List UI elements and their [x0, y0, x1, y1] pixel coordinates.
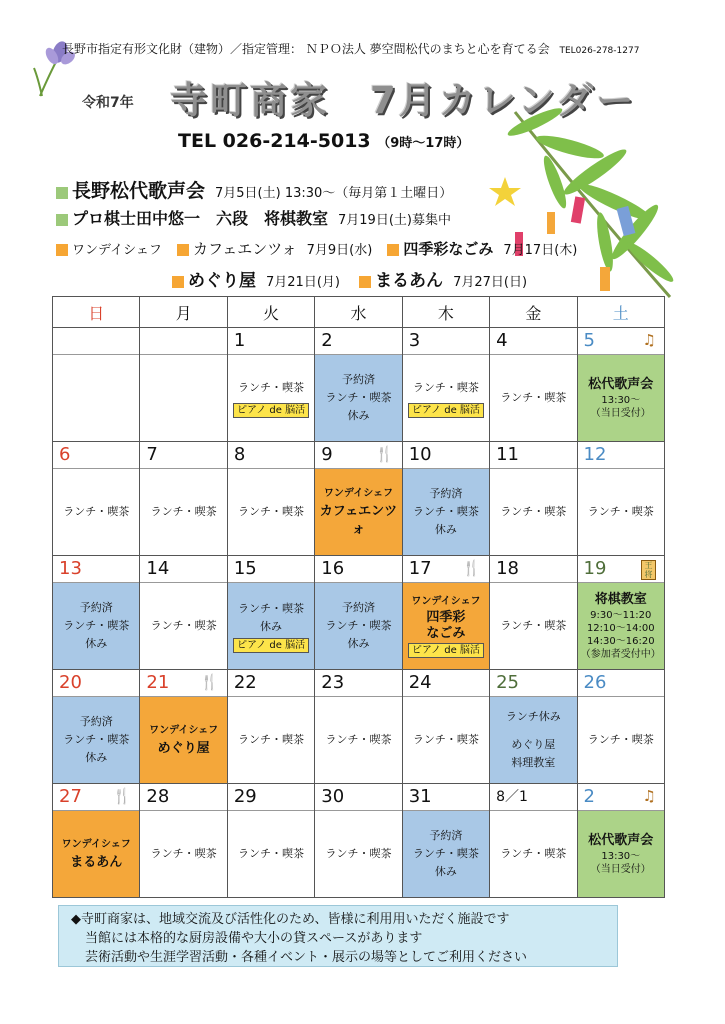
- event-oneday-row2: [172, 266, 527, 291]
- orange-bullet: [177, 244, 189, 256]
- weekday-mon: 月: [140, 297, 227, 328]
- day-number: 2: [315, 328, 401, 355]
- day-number: 20: [53, 670, 139, 697]
- kayo-label: 松代歌声会: [588, 377, 654, 392]
- day-number: 4: [490, 328, 576, 355]
- lunch-label: ランチ・喫茶: [238, 733, 305, 746]
- day-number: 17: [408, 558, 432, 579]
- fork-knife-icon: 🍴: [375, 445, 394, 463]
- calendar-week: [53, 670, 665, 784]
- lunch-label: ランチ・喫茶: [412, 733, 479, 746]
- phone-number: TEL 026-214-5013: [178, 130, 371, 152]
- day-number: 18: [490, 556, 576, 583]
- day-number: 29: [228, 784, 314, 811]
- lunch-label: ランチ・喫茶: [238, 380, 305, 394]
- day-cell: [490, 670, 577, 784]
- day-cell: [577, 670, 664, 784]
- kayo-time: 13:30～: [601, 851, 641, 862]
- day-cell: [315, 556, 402, 670]
- weekday-thu: 木: [402, 297, 489, 328]
- event-maruan-date: 7月27日(日): [453, 275, 528, 290]
- shogi-time: 9:30～11:20: [590, 610, 652, 621]
- lunch-label: ランチ・喫茶: [500, 619, 567, 632]
- orange-bullet: [56, 244, 68, 256]
- calendar-week: [53, 556, 665, 670]
- closed-label: 休み: [434, 865, 457, 878]
- day-number: 28: [140, 784, 226, 811]
- day-number: 11: [490, 442, 576, 469]
- event-meguri-date: 7月21日(月): [266, 275, 340, 290]
- event-kayo-date: 7月5日(土) 13:30～（毎月第１土曜日）: [215, 186, 453, 201]
- day-cell: [140, 784, 227, 898]
- lunch-label: ランチ・喫茶: [325, 847, 392, 860]
- closed-label: 休み: [347, 637, 370, 650]
- day-number: 12: [578, 442, 664, 469]
- lunch-label: ランチ・喫茶: [238, 847, 305, 860]
- closed-label: 休み: [434, 523, 457, 536]
- day-cell: [53, 784, 140, 898]
- day-cell: [402, 670, 489, 784]
- event-kayo: [56, 176, 452, 203]
- orange-bullet: [387, 244, 399, 256]
- weekday-fri: 金: [490, 297, 577, 328]
- cooking-class-label: 料理教室: [511, 756, 556, 769]
- orange-bullet: [172, 276, 184, 288]
- day-number: 23: [315, 670, 401, 697]
- green-bullet: [56, 214, 68, 226]
- day-number: 8: [228, 442, 314, 469]
- day-cell: [140, 556, 227, 670]
- day-cell: [140, 670, 227, 784]
- oneday-chef-label: ワンデイシェフ: [323, 488, 394, 499]
- lunch-label: ランチ・喫茶: [500, 505, 567, 518]
- lunch-label: ランチ・喫茶: [325, 733, 392, 746]
- kayo-time: 13:30～: [601, 395, 641, 406]
- notice-line: 芸術活動や生涯学習活動・各種イベント・展示の場等としてご利用ください: [85, 950, 528, 965]
- weekday-tue: 火: [227, 297, 314, 328]
- fork-knife-icon: 🍴: [462, 559, 482, 577]
- orange-bullet: [359, 276, 371, 288]
- day-cell-empty: [140, 328, 227, 442]
- fork-knife-icon: 🍴: [200, 673, 219, 691]
- day-cell: [53, 442, 140, 556]
- piano-badge: ピアノ de 脳活: [408, 643, 484, 658]
- guitar-icon: ♫: [642, 787, 656, 805]
- page-title: 寺町商家 7月カレンダー: [170, 79, 637, 122]
- shogi-piece-icon: 王将: [641, 560, 656, 580]
- event-oneday-row1: [56, 238, 577, 259]
- calendar-week: [53, 328, 665, 442]
- event-kayo-name: 長野松代歌声会: [72, 180, 206, 202]
- kayo-note: （当日受付）: [590, 408, 651, 419]
- kayo-label: 松代歌声会: [588, 833, 654, 848]
- day-number: 27: [59, 786, 82, 807]
- notice-line: ◆寺町商家は、地域交流及び活性化のため、皆様に利用用いただく施設です: [71, 912, 510, 927]
- event-cafe-name: カフェエンツォ: [192, 240, 297, 258]
- piano-badge: ピアノ de 脳活: [233, 638, 309, 653]
- shop-name: まるあん: [70, 855, 123, 870]
- oneday-chef-label: ワンデイシェフ: [61, 839, 131, 850]
- day-number: 2: [583, 786, 595, 807]
- event-shogi-date: 7月19日(土): [338, 213, 412, 228]
- closed-label: 休み: [260, 619, 283, 633]
- day-number: 3: [403, 328, 489, 355]
- day-number: 15: [228, 556, 314, 583]
- event-shogi-name: プロ棋士田中悠一 六段 将棋教室: [72, 209, 329, 228]
- day-cell: [227, 556, 314, 670]
- day-cell: [402, 442, 489, 556]
- organization-line: [62, 40, 639, 57]
- day-number: 10: [403, 442, 489, 469]
- oneday-chef-label: ワンデイシェフ: [149, 725, 219, 736]
- day-number: 21: [146, 672, 170, 693]
- day-number: 14: [140, 556, 226, 583]
- fork-knife-icon: 🍴: [112, 787, 132, 805]
- event-shogi-note: 募集中: [411, 213, 451, 228]
- weekday-sun: 日: [53, 297, 140, 328]
- shogi-time: 14:30～16:20: [586, 636, 655, 647]
- day-cell: [402, 328, 489, 442]
- lunch-label: ランチ・喫茶: [500, 391, 567, 404]
- organization-tel: TEL026-278-1277: [559, 46, 640, 56]
- era-label: 令和7年: [82, 95, 134, 111]
- lunch-label: ランチ・喫茶: [63, 733, 130, 746]
- notice-line: 当館には本格的な厨房設備や大小の貸スペースがあります: [85, 931, 423, 946]
- green-bullet: [56, 187, 68, 199]
- lunch-label: ランチ・喫茶: [63, 619, 130, 632]
- reserved-label: 予約済: [429, 829, 463, 842]
- day-cell: [227, 328, 314, 442]
- lunch-label: ランチ・喫茶: [412, 380, 479, 394]
- day-number: 24: [403, 670, 489, 697]
- reserved-label: 予約済: [79, 715, 113, 728]
- day-number: 8／1: [490, 784, 576, 811]
- event-maruan-name: まるあん: [375, 271, 444, 291]
- day-number: 26: [578, 670, 664, 697]
- day-cell: [227, 670, 314, 784]
- reserved-label: 予約済: [429, 487, 463, 500]
- lunch-label: ランチ・喫茶: [587, 733, 654, 746]
- day-cell: [490, 556, 577, 670]
- shop-name: カフェエンツォ: [319, 504, 398, 537]
- shogi-label: 将棋教室: [594, 592, 647, 607]
- oneday-chef-label: ワンデイシェフ: [411, 596, 481, 607]
- day-number: 1: [228, 328, 314, 355]
- day-cell: [577, 328, 664, 442]
- day-cell: [490, 328, 577, 442]
- lunch-label: ランチ・喫茶: [150, 505, 217, 518]
- lunch-label: ランチ・喫茶: [325, 619, 392, 632]
- lunch-label: ランチ・喫茶: [500, 847, 567, 860]
- lunch-label: ランチ・喫茶: [238, 505, 305, 518]
- day-cell: [227, 442, 314, 556]
- shop-name: めぐり屋: [157, 741, 210, 756]
- lunch-label: ランチ・喫茶: [587, 505, 654, 518]
- day-cell: [53, 670, 140, 784]
- day-number: 9: [321, 444, 333, 465]
- day-cell: [315, 670, 402, 784]
- day-cell: [577, 442, 664, 556]
- piano-badge: ピアノ de 脳活: [233, 403, 309, 418]
- phone-line: [178, 130, 469, 152]
- day-cell: [315, 442, 402, 556]
- day-cell-empty: [53, 328, 140, 442]
- guitar-icon: ♫: [642, 331, 656, 349]
- day-number: 22: [228, 670, 314, 697]
- day-cell: [227, 784, 314, 898]
- day-cell: [140, 442, 227, 556]
- notice-box: [58, 905, 618, 967]
- day-number: 19: [583, 558, 607, 579]
- day-cell: [402, 784, 489, 898]
- day-number: 13: [53, 556, 139, 583]
- event-nagomi-date: 7月17日(木): [503, 243, 578, 258]
- day-cell: [53, 556, 140, 670]
- shogi-time: 12:10～14:00: [586, 623, 655, 634]
- day-cell: [577, 556, 664, 670]
- event-nagomi-name: 四季彩なごみ: [403, 240, 494, 258]
- day-number: 31: [403, 784, 489, 811]
- day-cell: [315, 784, 402, 898]
- calendar-grid: [52, 296, 665, 898]
- reserved-label: 予約済: [79, 601, 113, 614]
- shop-name: 四季彩: [426, 610, 466, 625]
- event-oneday-label: ワンデイシェフ: [72, 243, 162, 258]
- day-cell: [490, 442, 577, 556]
- weekday-sat: 土: [577, 297, 664, 328]
- event-cafe-date: 7月9日(水): [306, 243, 373, 258]
- calendar-week: [53, 442, 665, 556]
- day-number: 16: [315, 556, 401, 583]
- cooking-class-label: めぐり屋: [511, 738, 556, 751]
- weekday-wed: 水: [315, 297, 402, 328]
- piano-badge: ピアノ de 脳活: [408, 403, 484, 418]
- weekday-header: [53, 297, 665, 328]
- day-number: 25: [490, 670, 576, 697]
- shogi-note: （参加者受付中）: [580, 649, 661, 660]
- day-cell: [315, 328, 402, 442]
- business-hours: （9時～17時）: [377, 136, 470, 151]
- closed-label: 休み: [85, 751, 108, 764]
- lunch-closed-label: ランチ休み: [505, 710, 561, 723]
- event-meguri-name: めぐり屋: [188, 271, 256, 291]
- reserved-label: 予約済: [341, 601, 375, 614]
- organization-text: 長野市指定有形文化財（建物）／指定管理： ＮＰＯ法人 夢空間松代のまちと心を育てる会: [62, 42, 550, 56]
- lunch-label: ランチ・喫茶: [150, 847, 217, 860]
- reserved-label: 予約済: [341, 373, 375, 386]
- kayo-note: （当日受付）: [590, 864, 651, 875]
- day-number: 30: [315, 784, 401, 811]
- closed-label: 休み: [85, 637, 108, 650]
- calendar-week: [53, 784, 665, 898]
- day-number: 7: [140, 442, 226, 469]
- lunch-label: ランチ・喫茶: [412, 847, 479, 860]
- day-number: 6: [53, 442, 139, 469]
- day-cell: [402, 556, 489, 670]
- lunch-label: ランチ・喫茶: [63, 505, 130, 518]
- lunch-label: ランチ・喫茶: [238, 601, 305, 615]
- shop-name: なごみ: [426, 626, 466, 641]
- day-cell: [490, 784, 577, 898]
- closed-label: 休み: [347, 409, 370, 422]
- lunch-label: ランチ・喫茶: [150, 619, 217, 632]
- day-number: 5: [583, 330, 595, 351]
- event-shogi: [56, 206, 451, 229]
- day-cell: [577, 784, 664, 898]
- lunch-label: ランチ・喫茶: [325, 391, 392, 404]
- lunch-label: ランチ・喫茶: [412, 505, 479, 518]
